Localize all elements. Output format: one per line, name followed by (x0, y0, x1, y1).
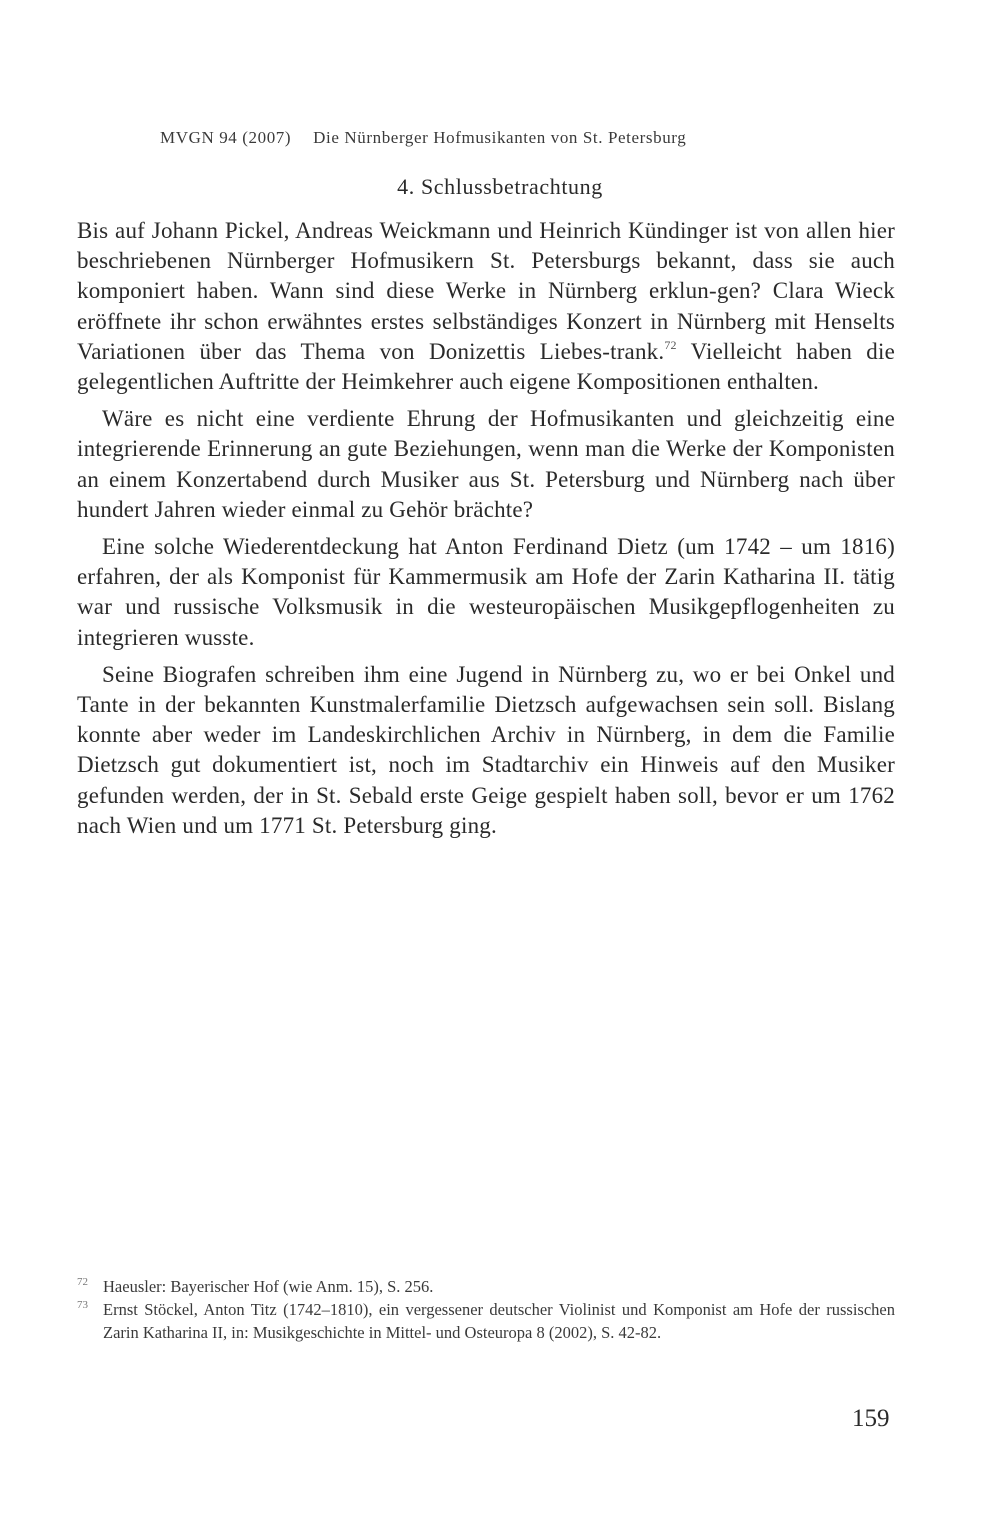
paragraph-1-text-cont: Vielleicht haben die gelegentlichen Auftritte der Heimkehrer auch eigene Kompositionen enthalten. (77, 338, 896, 395)
footnote-73 (77, 1298, 895, 1344)
footnotes (77, 1275, 895, 1344)
footnote-text: Haeusler: Bayerischer Hof (wie Anm. 15), S. 256. (103, 1277, 434, 1296)
running-head-journal: MVGN 94 (2007) (160, 128, 292, 147)
paragraph-1 (77, 216, 895, 397)
footnote-ref-72: 72 (664, 337, 677, 352)
paragraph-3: Eine solche Wiederentdeckung hat Anton Ferdinand Dietz (um 1742 – um 1816) erfahren, der als Komponist für Kammermusik am Hofe der Zarin Katharina II. tätig war und russische Volksmusik in die westeuropäischen Musikgepflogenheiten zu integrieren wusste. (77, 534, 895, 650)
paragraph-1-text: Bis auf Johann Pickel, Andreas Weickmann und Heinrich Kündinger ist von allen hier beschriebenen Nürnberger Hofmusikern St. Petersburgs bekannt, dass sie auch komponiert haben. Wann sind diese Werke in Nürnberg erklun-gen? Clara Wieck eröffnete ihr schon erwähntes erstes selbständiges Konzert in Nürnberg mit Henselts Variationen über das Thema von Donizettis Liebes-trank. (77, 218, 895, 364)
body-text (77, 216, 895, 848)
paragraph-4: Seine Biografen schreiben ihm eine Jugend in Nürnberg zu, wo er bei Onkel und Tante in der bekannten Kunstmalerfamilie Dietzsch aufgewachsen sein soll. Bislang konnte aber weder im Landeskirchlichen Archiv in Nürnberg, in dem die Familie Dietzsch gut dokumentiert ist, noch im Stadtarchiv ein Hinweis auf den Musiker gefunden werden, der in St. Sebald erste Geige gespielt haben soll, bevor er um 1762 nach Wien und um 1771 St. Petersburg ging. (77, 661, 895, 838)
paragraph-2: Wäre es nicht eine verdiente Ehrung der Hofmusikanten und gleichzeitig eine integrierende Erinnerung an gute Beziehungen, wenn man die Werke der Komponisten an einem Konzertabend durch Musiker aus St. Petersburg und Nürnberg nach über hundert Jahren wieder einmal zu Gehör brächte? (77, 406, 895, 522)
footnote-number: 73 (77, 1299, 88, 1311)
footnote-text: Ernst Stöckel, Anton Titz (1742–1810), ein vergessener deutscher Violinist und Komponist am Hofe der russischen Zarin Katharina II, in: Musikgeschichte in Mittel- und Osteuropa 8 (2002), S. 42-82. (103, 1300, 895, 1342)
page-number: 159 (852, 1405, 890, 1432)
section-title: 4. Schlussbetrachtung (397, 174, 603, 199)
running-head-title: Die Nürnberger Hofmusikanten von St. Petersburg (313, 128, 687, 147)
footnote-72 (77, 1275, 895, 1298)
footnote-number: 72 (77, 1276, 88, 1288)
running-head (160, 128, 820, 148)
